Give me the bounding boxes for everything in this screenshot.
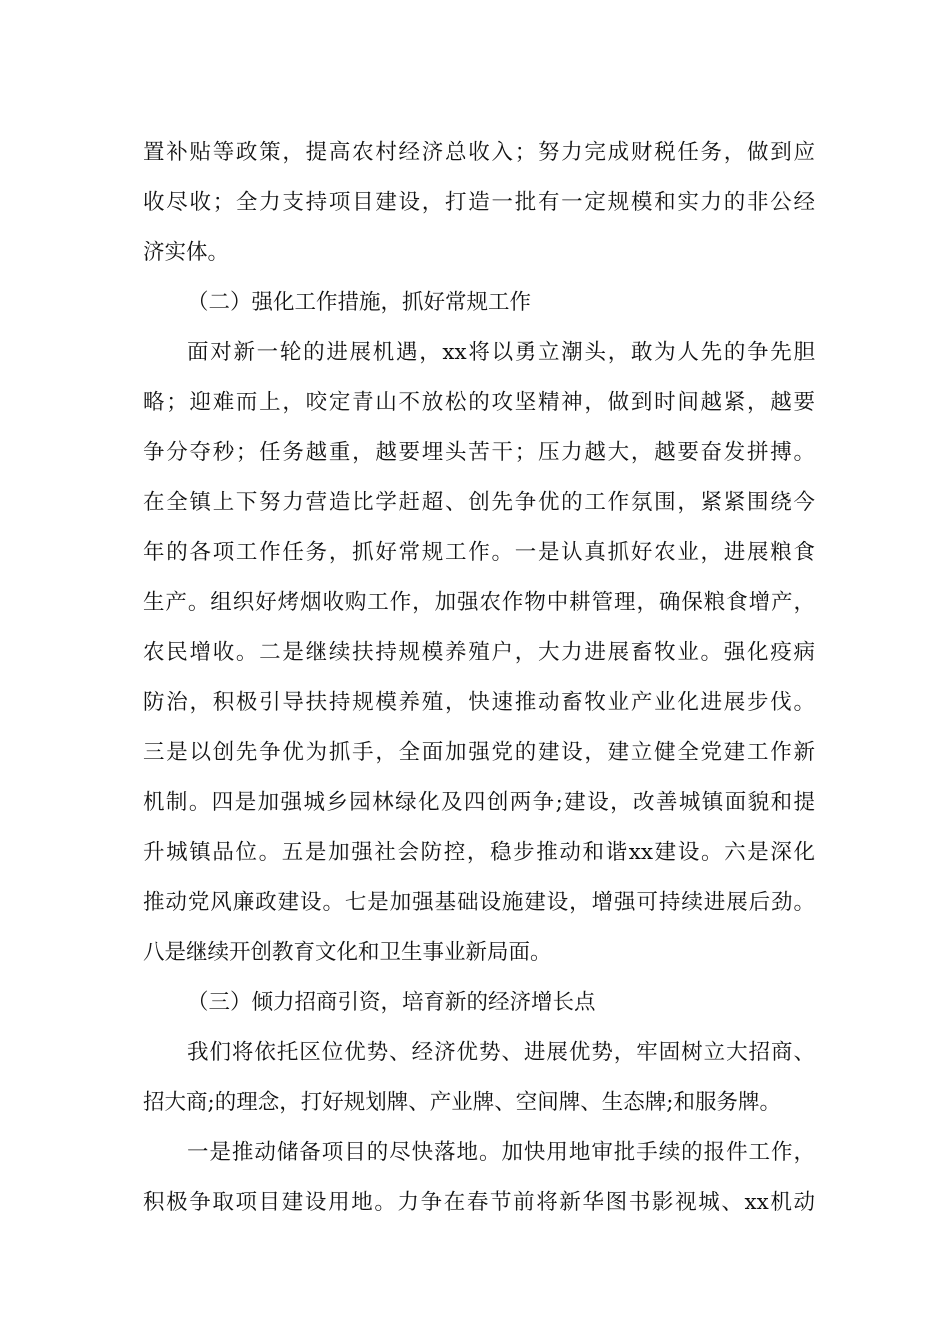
text-line: 面对新一轮的进展机遇，xx将以勇立潮头，敢为人先的争先胆 (187, 340, 815, 365)
section-heading: （三）倾力招商引资，培育新的经济增长点 (187, 990, 596, 1015)
text-line: 招大商;的理念，打好规划牌、产业牌、空间牌、生态牌;和服务牌。 (143, 1090, 781, 1115)
text-line: 推动党风廉政建设。七是加强基础设施建设，增强可持续进展后劲。 (143, 890, 815, 915)
text-line: 农民增收。二是继续扶持规模养殖户，大力进展畜牧业。强化疫病 (143, 640, 815, 665)
text-line: 争分夺秒；任务越重，越要埋头苦干；压力越大，越要奋发拼搏。 (143, 440, 815, 465)
paragraph (143, 328, 815, 978)
section-heading: （二）强化工作措施，抓好常规工作 (187, 290, 532, 315)
text-line: 机制。四是加强城乡园林绿化及四创两争;建设，改善城镇面貌和提 (143, 790, 815, 815)
text-line: 防治，积极引导扶持规模养殖，快速推动畜牧业产业化进展步伐。 (143, 690, 815, 715)
text-line: 收尽收；全力支持项目建设，打造一批有一定规模和实力的非公经 (143, 190, 815, 215)
text-line: 积极争取项目建设用地。力争在春节前将新华图书影视城、xx机动 (143, 1190, 815, 1215)
text-line: 济实体。 (143, 240, 230, 265)
paragraph (143, 1128, 815, 1228)
document-body (143, 128, 815, 1228)
text-line: 年的各项工作任务，抓好常规工作。一是认真抓好农业，进展粮食 (143, 540, 815, 565)
text-line: 略；迎难而上，咬定青山不放松的攻坚精神，做到时间越紧，越要 (143, 390, 815, 415)
paragraph (143, 128, 815, 278)
text-line: 置补贴等政策，提高农村经济总收入；努力完成财税任务，做到应 (143, 140, 815, 165)
paragraph (143, 1028, 815, 1128)
text-line: 一是推动储备项目的尽快落地。加快用地审批手续的报件工作， (187, 1140, 815, 1165)
text-line: 三是以创先争优为抓手，全面加强党的建设，建立健全党建工作新 (143, 740, 815, 765)
text-line: 升城镇品位。五是加强社会防控，稳步推动和谐xx建设。六是深化 (143, 840, 815, 865)
text-line: 八是继续开创教育文化和卫生事业新局面。 (143, 940, 552, 965)
text-line: 在全镇上下努力营造比学赶超、创先争优的工作氛围，紧紧围绕今 (143, 490, 815, 515)
text-line: 我们将依托区位优势、经济优势、进展优势，牢固树立大招商、 (187, 1040, 815, 1065)
text-line: 生产。组织好烤烟收购工作，加强农作物中耕管理，确保粮食增产， (143, 590, 815, 615)
